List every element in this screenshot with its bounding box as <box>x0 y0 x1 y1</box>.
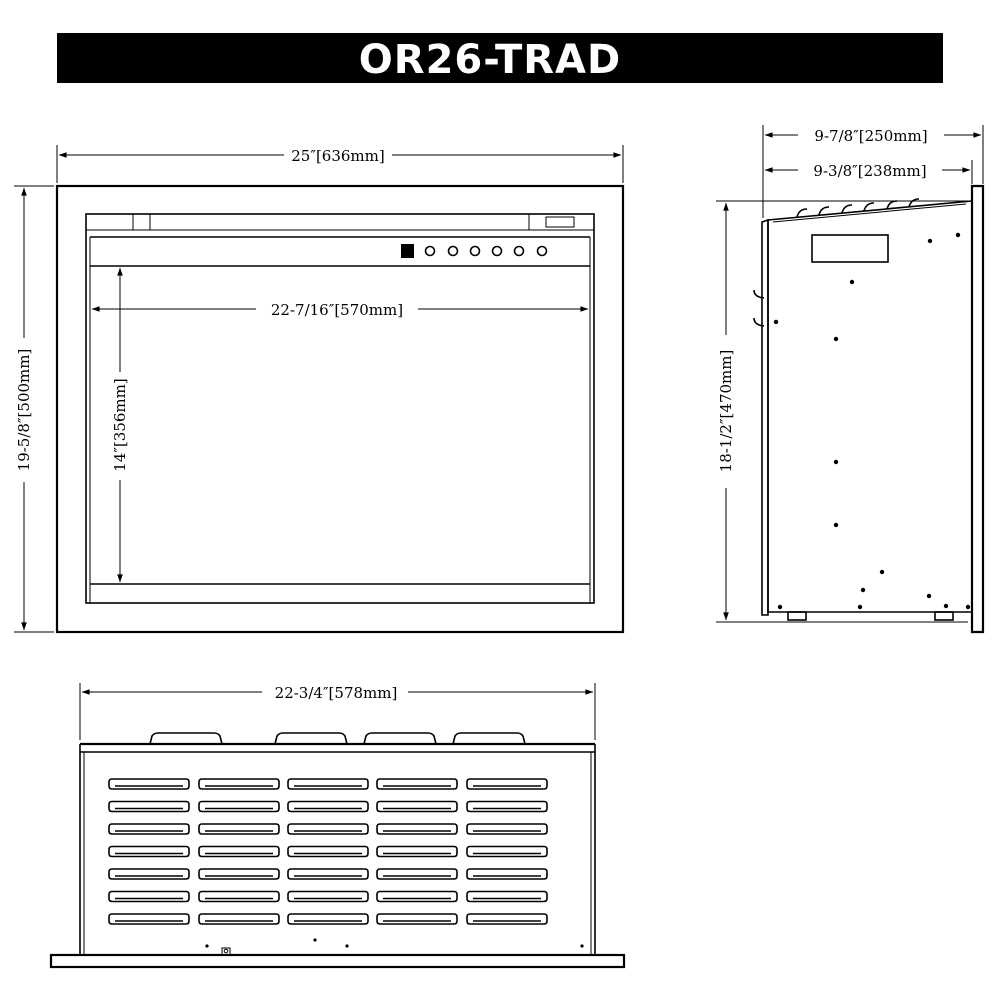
vent-slot <box>288 779 368 789</box>
top-view <box>51 683 624 967</box>
control-buttons <box>426 247 547 256</box>
control-button <box>515 247 524 256</box>
vent-slot <box>109 869 189 879</box>
vent-slot <box>288 802 368 812</box>
vent-slot <box>467 892 547 902</box>
top-view-clips <box>150 733 525 744</box>
front-view <box>14 145 623 632</box>
side-back-plate <box>972 186 983 632</box>
vent-slot <box>467 802 547 812</box>
vent-slot <box>377 869 457 879</box>
vent-slot <box>288 847 368 857</box>
vent-slot <box>377 914 457 924</box>
power-switch <box>401 244 414 258</box>
vent-slot <box>199 914 279 924</box>
side-screws <box>774 233 970 609</box>
vent-slot <box>377 779 457 789</box>
vent-slot <box>199 802 279 812</box>
vent-slot <box>199 847 279 857</box>
front-overall-height-label: 19-5/8″[500mm] <box>15 348 33 472</box>
side-overall-depth-label: 9-7/8″[250mm] <box>814 127 928 145</box>
control-button <box>493 247 502 256</box>
front-opening-height-label: 14″[356mm] <box>111 378 129 472</box>
vent-slot <box>377 847 457 857</box>
product-title: OR26-TRAD <box>358 37 622 83</box>
side-body-depth-label: 9-3/8″[238mm] <box>813 162 927 180</box>
vent-slot <box>109 892 189 902</box>
vent-slot <box>109 914 189 924</box>
vent-slot <box>288 869 368 879</box>
side-label-plate <box>812 235 888 262</box>
control-button <box>471 247 480 256</box>
vent-slot <box>109 847 189 857</box>
vent-slot <box>467 914 547 924</box>
vent-slot <box>377 802 457 812</box>
side-front-flange <box>762 220 768 615</box>
vent-slot <box>288 824 368 834</box>
vent-slot <box>109 824 189 834</box>
side-view <box>716 125 983 632</box>
title-banner <box>57 33 943 83</box>
front-inner-trim <box>86 214 594 603</box>
vent-slot <box>288 914 368 924</box>
front-opening-width-label: 22-7/16″[570mm] <box>270 301 404 319</box>
control-button <box>538 247 547 256</box>
top-body-width-label: 22-3/4″[578mm] <box>274 684 398 702</box>
vent-slot <box>199 892 279 902</box>
vent-slot <box>467 869 547 879</box>
control-button <box>449 247 458 256</box>
vent-slot <box>109 802 189 812</box>
front-overall-width-label: 25″[636mm] <box>291 147 385 165</box>
vent-slot <box>377 824 457 834</box>
front-indicator-slot <box>546 217 574 227</box>
vent-slot <box>288 892 368 902</box>
vent-slot <box>467 779 547 789</box>
vent-slot <box>109 779 189 789</box>
vent-grid <box>109 779 547 924</box>
vent-slot <box>467 847 547 857</box>
top-front-bar <box>51 955 624 967</box>
vent-slot <box>377 892 457 902</box>
side-foot <box>788 612 806 620</box>
control-button <box>426 247 435 256</box>
vent-slot <box>199 869 279 879</box>
vent-slot <box>467 824 547 834</box>
side-foot <box>935 612 953 620</box>
vent-slot <box>199 779 279 789</box>
vent-slot <box>199 824 279 834</box>
side-body-height-label: 18-1/2″[470mm] <box>717 349 735 473</box>
